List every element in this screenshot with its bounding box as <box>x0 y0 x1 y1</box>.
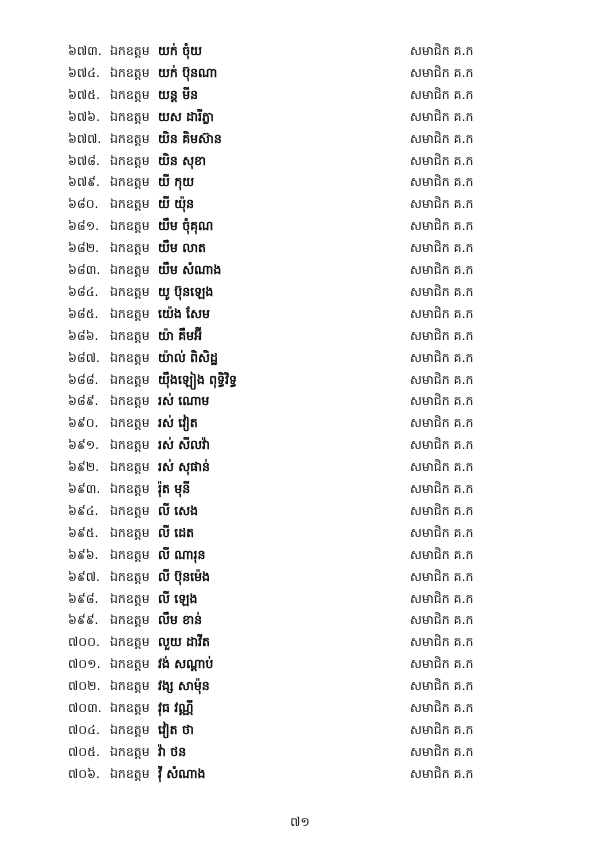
entry-name: លី ឡេង <box>158 590 198 606</box>
entry-name: យ៉ឹងឡៀង ពុទ្ធិវិទ្ធ <box>158 371 237 387</box>
list-item <box>0 609 600 631</box>
entry-title: ឯកឧត្តម <box>110 612 150 628</box>
entry-name: យូ ប៊ុនឡេង <box>158 283 214 299</box>
entry-role: សមាជិក គ.ក <box>410 700 474 715</box>
entry-name: យន្ត មីន <box>158 86 199 102</box>
list-item <box>0 369 600 391</box>
entry-title: ឯកឧត្តម <box>110 196 150 212</box>
entry-number: ៦៩២. <box>68 459 100 475</box>
entry-number: ៦៨៥. <box>68 305 99 321</box>
list-item <box>0 566 600 588</box>
entry-role: សមាជិក គ.ក <box>410 546 474 562</box>
entry-name: វ៉ី សំណាង <box>158 765 206 781</box>
entry-name: វង់ សណ្ដាប់ <box>158 656 214 672</box>
entry-number: ៦៧៤. <box>68 64 100 80</box>
list-item <box>0 303 600 325</box>
entry-role: សមាជិក គ.ក <box>410 743 474 759</box>
entry-title: ឯកឧត្តម <box>110 743 150 759</box>
entry-role: សមាជិក គ.ក <box>410 678 474 694</box>
entry-title: ឯកឧត្តម <box>110 349 150 365</box>
list-item <box>0 62 600 84</box>
entry-role: សមាជិក គ.ក <box>410 152 474 168</box>
entry-number: ៦៩៧. <box>68 568 100 584</box>
entry-role: សមាជិក គ.ក <box>410 64 474 80</box>
entry-title: ឯកឧត្តម <box>110 371 150 387</box>
entry-name: យឹម សំណាង <box>158 262 222 277</box>
entry-number: ៧០៤. <box>68 721 100 737</box>
entry-name: យិន គិមស៊ាន <box>158 130 222 146</box>
entry-title: ឯកឧត្តម <box>110 108 150 124</box>
entry-role: សមាជិក គ.ក <box>410 634 474 650</box>
list-item <box>0 128 600 150</box>
entry-title: ឯកឧត្តម <box>110 437 150 453</box>
entry-role: សមាជិក គ.ក <box>410 196 474 212</box>
list-item <box>0 434 600 456</box>
entry-name: លួយ ដាវីត <box>158 634 210 650</box>
entry-number: ៦៧៦. <box>68 108 100 124</box>
entry-title: ឯកឧត្តម <box>110 174 150 190</box>
entry-name: យក់ ចុំយ <box>158 43 203 58</box>
entry-name: យី យ៉ុន <box>158 196 195 212</box>
entry-title: ឯកឧត្តម <box>110 590 150 606</box>
entry-number: ៧០០. <box>68 634 100 650</box>
list-item <box>0 281 600 303</box>
list-item <box>0 215 600 237</box>
list-item <box>0 522 600 544</box>
entry-role: សមាជិក គ.ក <box>410 656 474 672</box>
entry-title: ឯកឧត្តម <box>110 64 150 80</box>
entry-title: ឯកឧត្តម <box>110 524 150 540</box>
entry-number: ៦៩៣. <box>68 481 101 496</box>
entry-number: ៦៩០. <box>68 415 99 431</box>
entry-number: ៦៧៥. <box>68 86 100 102</box>
entry-title: ឯកឧត្តម <box>110 283 150 299</box>
list-item <box>0 259 600 281</box>
entry-role: សមាជិក គ.ក <box>410 481 474 496</box>
entry-role: សមាជិក គ.ក <box>410 305 474 321</box>
entry-title: ឯកឧត្តម <box>110 656 150 672</box>
entry-role: សមាជិក គ.ក <box>410 568 474 584</box>
entry-role: សមាជិក គ.ក <box>410 612 474 628</box>
list-item <box>0 697 600 719</box>
entry-title: ឯកឧត្តម <box>110 415 150 431</box>
list-item <box>0 390 600 412</box>
entry-number: ៦៧៣. <box>68 43 102 58</box>
entry-title: ឯកឧត្តម <box>110 218 150 234</box>
entry-number: ៦៩៦. <box>68 546 99 562</box>
entry-number: ៦៨៧. <box>68 349 100 365</box>
entry-name: យិន សុខា <box>158 152 206 168</box>
list-item <box>0 193 600 215</box>
entry-number: ៦៨៩. <box>68 393 99 409</box>
entry-name: យឹម លាត <box>158 240 206 256</box>
list-item <box>0 741 600 763</box>
list-item <box>0 544 600 566</box>
entry-number: ៦៩១. <box>68 437 100 453</box>
list-item <box>0 588 600 610</box>
entry-number: ៧០៣. <box>68 700 102 715</box>
page-number: ៧១ <box>290 814 310 829</box>
entry-name: យ៉េង សែម <box>158 305 210 321</box>
entry-title: ឯកឧត្តម <box>110 240 150 256</box>
entry-title: ឯកឧត្តម <box>110 130 150 146</box>
entry-role: សមាជិក គ.ក <box>410 393 474 409</box>
entry-title: ឯកឧត្តម <box>110 502 150 518</box>
entry-name: វ៉ា ថន <box>158 743 187 759</box>
entry-number: ៧០២. <box>68 678 101 694</box>
entry-name: យ៉ាល់ ពិសិដ្ឋ <box>158 349 218 365</box>
entry-role: សមាជិក គ.ក <box>410 765 474 781</box>
list-item <box>0 631 600 653</box>
entry-title: ឯកឧត្តម <box>110 678 150 694</box>
entry-number: ៦៧៧. <box>68 130 102 146</box>
entry-number: ៦៩៥. <box>68 524 99 540</box>
list-item <box>0 171 600 193</box>
entry-role: សមាជិក គ.ក <box>410 590 474 606</box>
entry-role: សមាជិក គ.ក <box>410 721 474 737</box>
entry-number: ៧០១. <box>68 656 101 672</box>
entry-name: វុធ វណ្ណី <box>158 700 194 715</box>
entry-title: ឯកឧត្តម <box>110 634 150 650</box>
entry-role: សមាជិក គ.ក <box>410 415 474 431</box>
list-item <box>0 325 600 347</box>
entry-name: លី សេង <box>158 502 199 518</box>
list-item <box>0 719 600 741</box>
entry-number: ៦៩៩. <box>68 612 99 628</box>
entry-name: យស ដារីភ្លា <box>158 108 214 124</box>
entry-name: យឹម ចុំគុណ <box>158 218 214 234</box>
entry-role: សមាជិក គ.ក <box>410 86 474 102</box>
entry-role: សមាជិក គ.ក <box>410 327 474 343</box>
entry-title: ឯកឧត្តម <box>110 86 150 102</box>
entry-number: ៦៨៨. <box>68 371 99 387</box>
list-item <box>0 763 600 785</box>
entry-number: ៦៧៩. <box>68 174 100 190</box>
entry-title: ឯកឧត្តម <box>110 546 150 562</box>
entry-role: សមាជិក គ.ក <box>410 174 474 190</box>
list-item <box>0 84 600 106</box>
entry-role: សមាជិក គ.ក <box>410 349 474 365</box>
list-item <box>0 675 600 697</box>
entry-title: ឯកឧត្តម <box>110 721 150 737</box>
entry-number: ៧០៦. <box>68 765 100 781</box>
entry-role: សមាជិក គ.ក <box>410 524 474 540</box>
entry-number: ៦៨២. <box>68 240 100 256</box>
entry-number: ៦៨៤. <box>68 283 99 299</box>
entry-name: យក់ ប៊ុនណា <box>158 64 218 80</box>
list-item <box>0 150 600 172</box>
entry-title: ឯកឧត្តម <box>110 43 150 58</box>
entry-name: វៀត ថា <box>158 721 194 737</box>
entry-name: រស់ ណោម <box>158 393 210 409</box>
entry-name: លឹម ខាន់ <box>158 612 203 628</box>
entry-number: ៦៨១. <box>68 218 100 234</box>
entry-name: លី ប៊ុនម៉េង <box>158 568 210 584</box>
entry-title: ឯកឧត្តម <box>110 262 150 277</box>
entry-role: សមាជិក គ.ក <box>410 502 474 518</box>
list-item <box>0 456 600 478</box>
list-item <box>0 106 600 128</box>
entry-number: ៦៩៨. <box>68 590 99 606</box>
entry-title: ឯកឧត្តម <box>110 568 150 584</box>
entry-title: ឯកឧត្តម <box>110 152 150 168</box>
entry-title: ឯកឧត្តម <box>110 700 150 715</box>
list-item <box>0 347 600 369</box>
entry-number: ៦៨៣. <box>68 262 101 277</box>
entry-name: រ៉ុត មុនី <box>158 481 191 496</box>
entry-title: ឯកឧត្តម <box>110 305 150 321</box>
entry-name: លី ដេត <box>158 524 195 540</box>
entry-title: ឯកឧត្តម <box>110 393 150 409</box>
entry-role: សមាជិក គ.ក <box>410 43 474 58</box>
entry-name: យ៉ា គឹមអ៊ី <box>158 327 203 343</box>
list-item <box>0 478 600 500</box>
entry-title: ឯកឧត្តម <box>110 765 150 781</box>
entry-name: រស់ សុផាន់ <box>158 459 210 475</box>
entry-role: សមាជិក គ.ក <box>410 437 474 453</box>
entry-role: សមាជិក គ.ក <box>410 218 474 234</box>
entry-role: សមាជិក គ.ក <box>410 240 474 256</box>
entry-title: ឯកឧត្តម <box>110 327 150 343</box>
entry-title: ឯកឧត្តម <box>110 481 150 496</box>
entry-number: ៦៨៦. <box>68 327 99 343</box>
list-item <box>0 500 600 522</box>
entry-name: រស់ សីលវ៉ា <box>158 437 210 453</box>
entry-name: រស់ វៀត <box>158 415 198 431</box>
entry-role: សមាជិក គ.ក <box>410 283 474 299</box>
entry-name: យី កុយ <box>158 174 195 190</box>
list-item <box>0 237 600 259</box>
entry-number: ៦៧៨. <box>68 152 100 168</box>
entry-name: លី ណារុន <box>158 546 206 562</box>
entry-title: ឯកឧត្តម <box>110 459 150 475</box>
list-item <box>0 40 600 62</box>
entry-role: សមាជិក គ.ក <box>410 108 474 124</box>
entry-number: ៧០៥. <box>68 743 100 759</box>
list-item <box>0 653 600 675</box>
entry-number: ៦៨០. <box>68 196 99 212</box>
entry-role: សមាជិក គ.ក <box>410 262 474 277</box>
entry-role: សមាជិក គ.ក <box>410 371 474 387</box>
list-item <box>0 412 600 434</box>
entry-number: ៦៩៤. <box>68 502 99 518</box>
entry-role: សមាជិក គ.ក <box>410 459 474 475</box>
entry-name: វង្ស សាម៉ុន <box>158 678 210 694</box>
entry-role: សមាជិក គ.ក <box>410 130 474 146</box>
